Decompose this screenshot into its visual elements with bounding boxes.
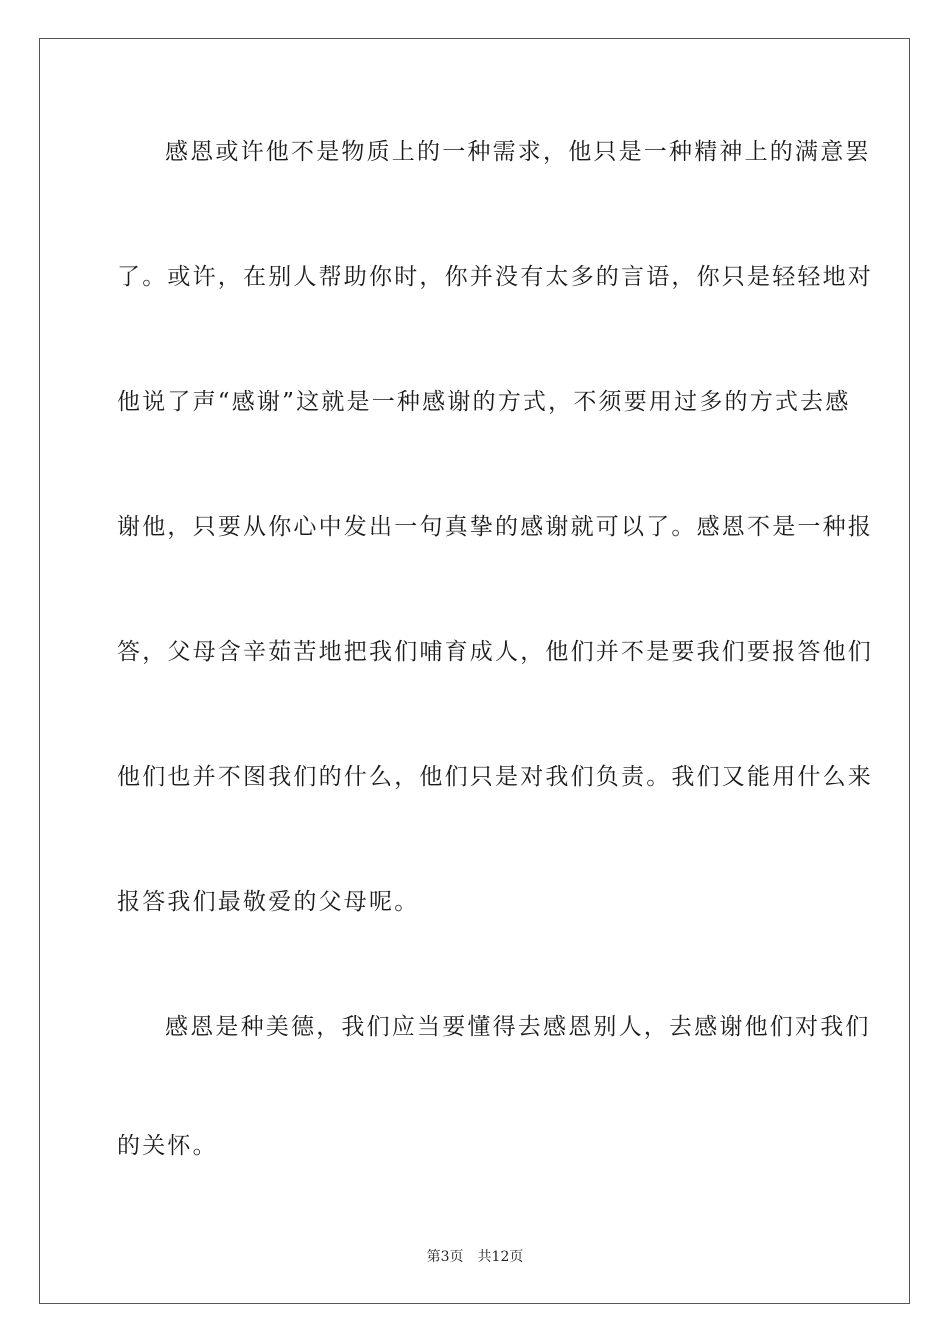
- paragraph-1-line-3: 他说了声“感谢”这就是一种感谢的方式，不须要用过多的方式去感: [117, 389, 851, 415]
- paragraph-1-line-6: 他们也并不图我们的什么，他们只是对我们负责。我们又能用什么来: [117, 764, 873, 790]
- page-border: [39, 38, 910, 1304]
- paragraph-1-line-7: 报答我们最敬爱的父母呢。: [117, 889, 420, 915]
- paragraph-1-line-1: 感恩或许他不是物质上的一种需求，他只是一种精神上的满意罢: [165, 139, 871, 165]
- paragraph-1-line-2: 了。或许，在别人帮助你时，你并没有太多的言语，你只是轻轻地对: [117, 264, 873, 290]
- paragraph-2-line-1: 感恩是种美德，我们应当要懂得去感恩别人，去感谢他们对我们: [165, 1014, 871, 1040]
- page-number: 第3页: [426, 1249, 464, 1265]
- paragraph-1-line-4: 谢他，只要从你心中发出一句真挚的感谢就可以了。感恩不是一种报: [117, 514, 873, 540]
- page-footer: [0, 1248, 950, 1266]
- paragraph-2-line-2: 的关怀。: [117, 1133, 218, 1159]
- page-total: 共12页: [477, 1249, 524, 1265]
- paragraph-1-line-5: 答，父母含辛茹苦地把我们哺育成人，他们并不是要我们要报答他们: [117, 639, 873, 665]
